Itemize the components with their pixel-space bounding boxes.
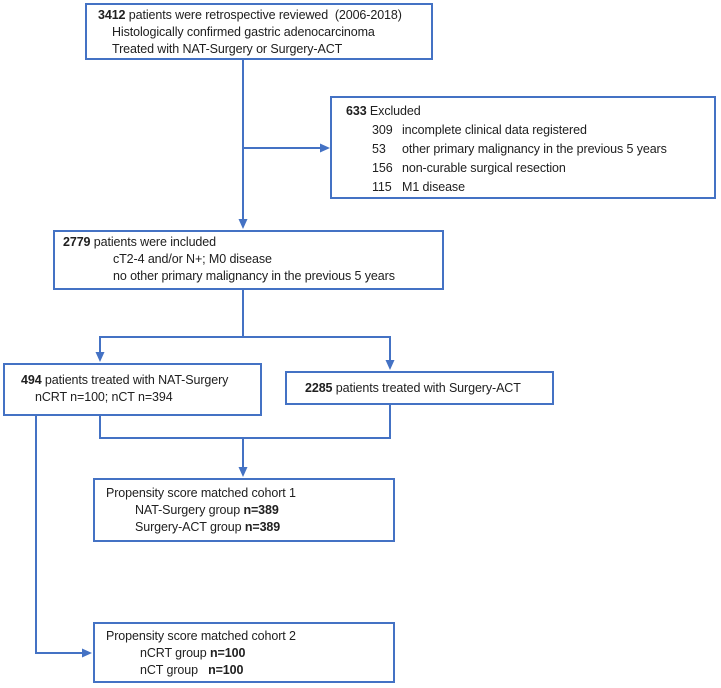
cohort2-title: Propensity score matched cohort 2 bbox=[106, 629, 296, 643]
arrowhead-down-included bbox=[239, 219, 248, 229]
included-line1: 2779 patients were included bbox=[63, 235, 216, 249]
box-reviewed bbox=[85, 3, 433, 60]
arrowhead-down-act bbox=[386, 360, 395, 370]
box-excluded bbox=[330, 96, 716, 199]
box-nat-surgery bbox=[3, 363, 262, 416]
included-line3: no other primary malignancy in the previous 5 years bbox=[113, 269, 395, 283]
excluded-count: 633 bbox=[346, 104, 367, 118]
cohort2-row2: nCT group n=100 bbox=[140, 663, 244, 677]
excluded-item: 53 other primary malignancy in the previous 5 years bbox=[372, 142, 667, 156]
nat-surgery-line2: nCRT n=100; nCT n=394 bbox=[35, 390, 173, 404]
nat-surgery-count: 494 bbox=[21, 373, 42, 387]
nat-surgery-line1: 494 patients treated with NAT-Surgery bbox=[21, 373, 229, 387]
arrowhead-down-nat bbox=[96, 352, 105, 362]
included-line2: cT2-4 and/or N+; M0 disease bbox=[113, 252, 272, 266]
reviewed-count: 3412 bbox=[98, 8, 126, 22]
excluded-item: 156 non-curable surgical resection bbox=[372, 161, 566, 175]
box-cohort2 bbox=[93, 622, 395, 683]
arrowhead-down-cohort1 bbox=[239, 467, 248, 477]
arrowhead-right-excluded bbox=[320, 144, 330, 153]
box-cohort1 bbox=[93, 478, 395, 542]
box-surgery-act bbox=[285, 371, 554, 405]
box-included bbox=[53, 230, 444, 290]
cohort1-row2: Surgery-ACT group n=389 bbox=[135, 520, 281, 534]
surgery-act-line1: 2285 patients treated with Surgery-ACT bbox=[305, 380, 521, 395]
excluded-item: 309 incomplete clinical data registered bbox=[372, 123, 587, 137]
cohort2-row1: nCRT group n=100 bbox=[140, 646, 246, 660]
included-count: 2779 bbox=[63, 235, 91, 249]
arrowhead-right-cohort2 bbox=[82, 649, 92, 658]
cohort1-title: Propensity score matched cohort 1 bbox=[106, 486, 296, 500]
cohort1-row1: NAT-Surgery group n=389 bbox=[135, 503, 279, 517]
excluded-header: 633 Excluded bbox=[346, 104, 421, 118]
reviewed-line2: Histologically confirmed gastric adenocarcinoma bbox=[112, 25, 375, 39]
reviewed-line3: Treated with NAT-Surgery or Surgery-ACT bbox=[112, 42, 343, 56]
excluded-item: 115 M1 disease bbox=[372, 180, 465, 194]
reviewed-line1: 3412 patients were retrospective reviewed (2006-2018) bbox=[98, 8, 402, 22]
surgery-act-count: 2285 bbox=[305, 380, 333, 395]
